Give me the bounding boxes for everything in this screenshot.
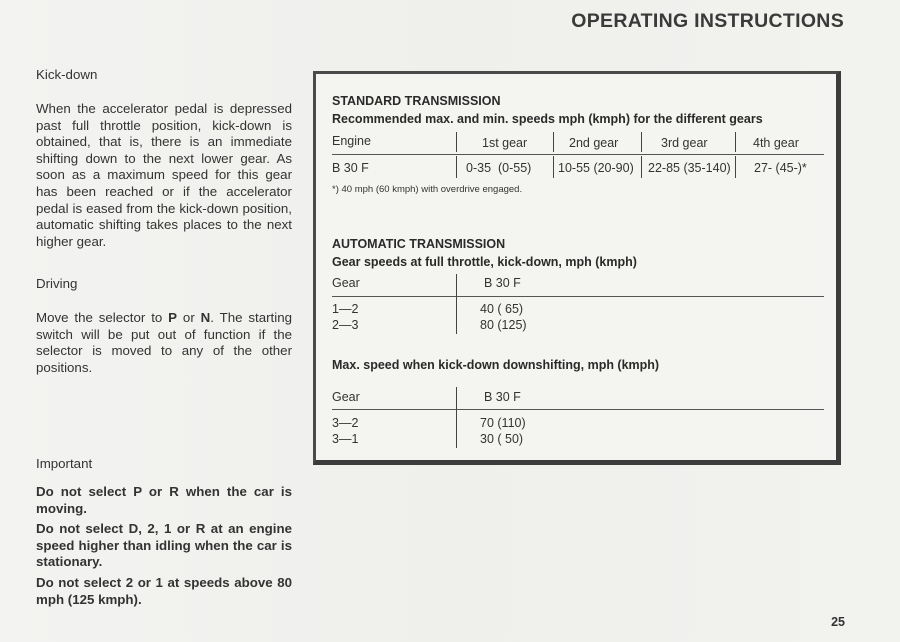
column-divider [553, 156, 554, 178]
automatic-transmission-title: AUTOMATIC TRANSMISSION [332, 237, 506, 251]
kickdown-heading: Kick-down [36, 67, 98, 82]
column-divider [553, 132, 554, 152]
warning-text: Do not select P or R when the car is moving. [36, 484, 292, 516]
table-cell: 3—1 [332, 432, 359, 446]
table-cell: 1—2 [332, 302, 359, 316]
page-title: OPERATING INSTRUCTIONS [571, 10, 844, 32]
table-cell: 40 ( 65) [480, 302, 524, 316]
important-heading: Important [36, 456, 93, 471]
column-header: Engine [332, 134, 371, 148]
column-divider [641, 156, 642, 178]
column-divider [456, 132, 457, 152]
table-cell: B 30 F [332, 161, 369, 175]
footnote: *) 40 mph (60 kmph) with overdrive engaged. [332, 184, 523, 195]
column-header: 1st gear [482, 136, 528, 150]
table-cell: 10-55 (20-90) [558, 161, 634, 175]
table-cell: 2—3 [332, 318, 359, 332]
column-divider [456, 387, 457, 448]
standard-transmission-title: STANDARD TRANSMISSION [332, 94, 501, 108]
kickdown-body [36, 101, 292, 250]
table-cell: 30 ( 50) [480, 432, 524, 446]
column-header: Gear [332, 276, 360, 290]
column-divider [456, 274, 457, 334]
header-rule [332, 409, 824, 410]
driving-text-3: . The starting switch will be put out of function if the selector is moved to any of the other positions. [36, 310, 292, 375]
warning-text: Do not select D, 2, 1 or R at an engine speed higher than idling when the car is stationary. [36, 521, 292, 570]
driving-heading: Driving [36, 276, 78, 291]
column-header: 3rd gear [661, 136, 708, 150]
table-cell: 0-35 (0-55) [466, 161, 532, 175]
driving-selector-n: N [200, 310, 211, 325]
column-header: 4th gear [753, 136, 799, 150]
header-rule [332, 296, 824, 297]
column-header: 2nd gear [569, 136, 619, 150]
driving-text-1: Move the selector to [36, 310, 169, 325]
automatic-transmission-subtitle: Gear speeds at full throttle, kick-down, mph (kmph) [332, 255, 637, 269]
column-divider [735, 156, 736, 178]
standard-transmission-subtitle: Recommended max. and min. speeds mph (kmph) for the different gears [332, 112, 763, 126]
column-divider [735, 132, 736, 152]
page-number: 25 [831, 615, 845, 629]
column-header: B 30 F [484, 276, 521, 290]
driving-selector-p: P [168, 310, 178, 325]
warning-item [36, 521, 292, 571]
table-cell: 22-85 (35-140) [648, 161, 731, 175]
driving-text-2: or [177, 310, 201, 325]
kickdown-paragraph: When the accelerator pedal is depressed past full throttle position, kick-down is obtained, that is, there is an immediate shifting down to the next lower gear. As soon as a maximum speed for this gear has been reached or if the accelerator pedal is eased from the kick-down position, automatic shifting takes places to the next higher gear. [36, 101, 292, 249]
table-cell: 27- (45-)* [754, 161, 807, 175]
kickdown-downshift-subtitle: Max. speed when kick-down downshifting, mph (kmph) [332, 358, 660, 372]
warning-item [36, 575, 292, 608]
column-divider [456, 156, 457, 178]
column-divider [641, 132, 642, 152]
table-cell: 80 (125) [480, 318, 527, 332]
speed-tables-box [313, 71, 841, 465]
table-cell: 3—2 [332, 416, 359, 430]
driving-paragraph [36, 310, 292, 376]
warning-text: Do not select 2 or 1 at speeds above 80 mph (125 kmph). [36, 575, 292, 607]
table-cell: 70 (110) [480, 416, 526, 430]
column-header: Gear [332, 390, 360, 404]
warning-item [36, 484, 292, 517]
driving-body [36, 310, 292, 376]
header-rule [332, 154, 824, 155]
column-header: B 30 F [484, 390, 521, 404]
